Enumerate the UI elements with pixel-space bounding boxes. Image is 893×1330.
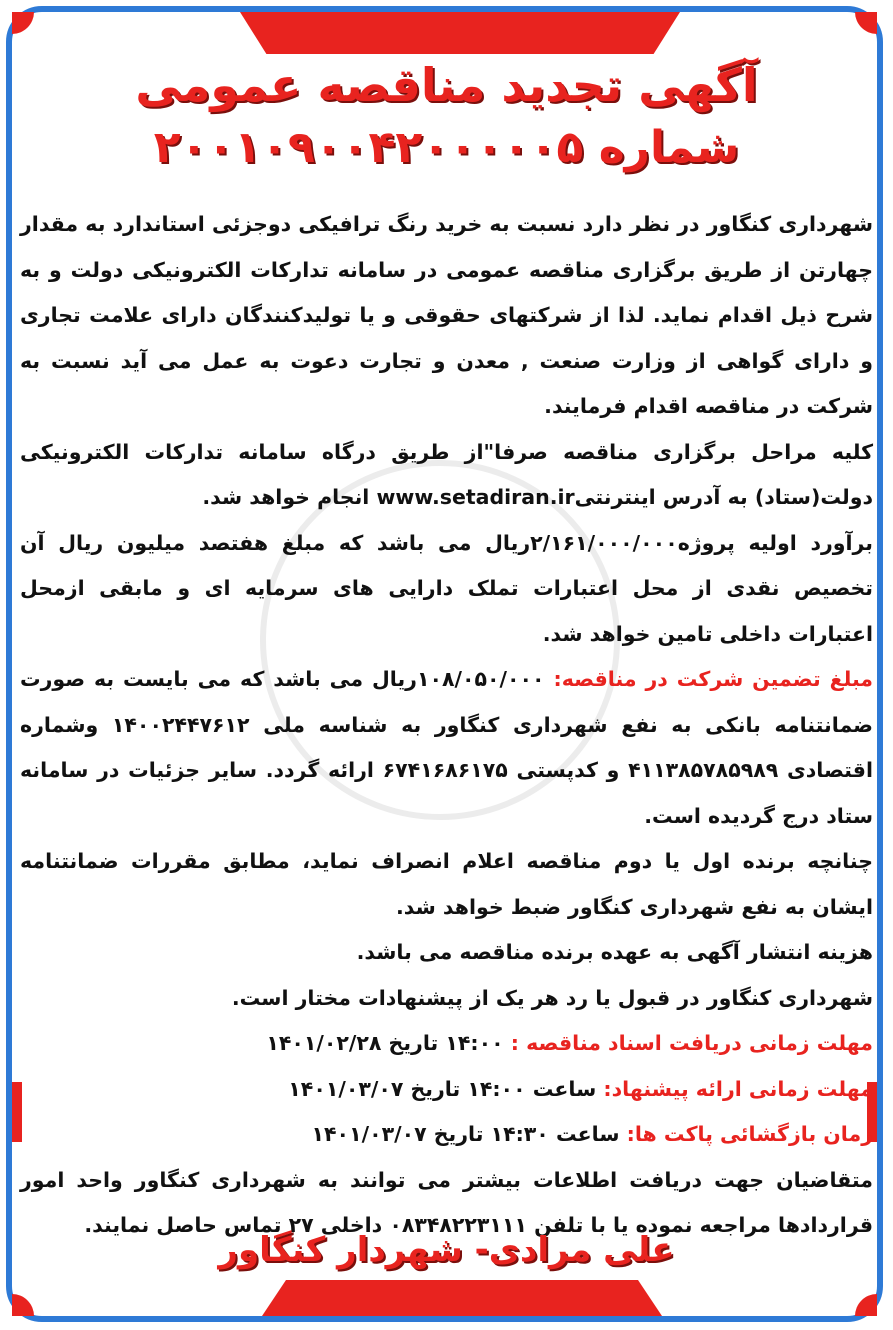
signature-line: علی مرادی- شهردار کنگاور [218, 1230, 675, 1270]
contact-paragraph: متقاضیان جهت دریافت اطلاعات بیشتر می توانند به شهرداری کنگاور واحد امور قراردادها مراجعه نموده یا با تلفن ۰۸۳۴۸۲۲۳۱۱۱ داخلی ۲۷ تماس حاصل نمایند. [20, 1167, 873, 1237]
intro-paragraph: شهرداری کنگاور در نظر دارد نسبت به خرید رنگ ترافیکی دوجزئی استاندارد به مقدار چهارتن از طریق برگزاری مناقصه عمومی در سامانه تدارکات الکترونیکی دولت و به شرح ذیل اقدام نماید. لذا از شرکتهای حقوقی و یا تولیدکنندگان دارای علامت تجاری و دارای گواهی از وزارت صنعت , معدن و تجارت دعوت به عمل می آید نسبت به شرکت در مناقصه اقدام فرمایند. [20, 212, 873, 418]
deadline-documents-label: مهلت زمانی دریافت اسناد مناقصه : [510, 1031, 873, 1055]
opening-time-label: زمان بازگشائی پاکت ها: [626, 1122, 873, 1146]
notice-body [20, 202, 873, 1249]
setad-paragraph: کلیه مراحل برگزاری مناقصه صرفا"از طریق درگاه سامانه تدارکات الکترونیکی دولت(ستاد) به آدرس اینترنتیwww.setadiran.ir انجام خواهد شد. [20, 439, 873, 509]
notice-title: آگهی تجدید مناقصه عمومی [135, 58, 758, 112]
deadline-documents-text: ۱۴:۰۰ تاریخ ۱۴۰۱/۰۲/۲۸ [266, 1031, 511, 1055]
top-ribbon [240, 12, 680, 54]
deadline-proposal-text: ساعت ۱۴:۰۰ تاریخ ۱۴۰۱/۰۳/۰۷ [288, 1076, 604, 1101]
guarantee-paragraph [20, 657, 873, 839]
opening-time [20, 1112, 873, 1158]
rights-paragraph: شهرداری کنگاور در قبول یا رد هر یک از پیشنهادات مختار است. [231, 985, 873, 1010]
corner-decoration [855, 12, 877, 34]
cost-paragraph: هزینه انتشار آگهی به عهده برنده مناقصه می باشد. [356, 940, 873, 964]
corner-decoration [12, 1294, 34, 1316]
opening-time-text: ساعت ۱۴:۳۰ تاریخ ۱۴۰۱/۰۳/۰۷ [311, 1122, 627, 1146]
estimate-paragraph: برآورد اولیه پروژه۲/۱۶۱/۰۰۰/۰۰۰ریال می باشد که مبلغ هفتصد میلیون ریال آن تخصیص نقدی از محل اعتبارات تملک دارایی های سرمایه ای و مابقی ازمحل اعتبارات داخلی تامین خواهد شد. [20, 530, 873, 646]
bottom-ribbon [262, 1280, 662, 1316]
corner-decoration [855, 1294, 877, 1316]
forfeit-paragraph: چنانچه برنده اول یا دوم مناقصه اعلام انصراف نماید، مطابق مقررات ضمانتنامه ایشان به نفع شهرداری کنگاور ضبط خواهد شد. [20, 849, 873, 919]
deadline-proposal-label: مهلت زمانی ارائه پیشنهاد: [603, 1076, 873, 1101]
guarantee-label: مبلغ تضمین شرکت در مناقصه: [553, 667, 874, 691]
tender-number: شماره ۲۰۰۱۰۹۰۰۴۲۰۰۰۰۰۵ [153, 122, 740, 173]
corner-decoration [12, 12, 34, 34]
guarantee-text: ۱۰۸/۰۵۰/۰۰۰ریال می باشد که می بایست به صورت ضمانتنامه بانکی به نفع شهرداری کنگاور به شناسه ملی ۱۴۰۰۲۴۴۷۶۱۲ وشماره اقتصادی ۴۱۱۳۸۵۷۸۵۹۸۹ و کدپستی ۶۷۴۱۶۸۶۱۷۵ ارائه گردد. سایر جزئیات در سامانه ستاد درج گردیده است. [20, 667, 873, 828]
deadline-proposal [20, 1067, 873, 1113]
deadline-documents [20, 1021, 873, 1067]
